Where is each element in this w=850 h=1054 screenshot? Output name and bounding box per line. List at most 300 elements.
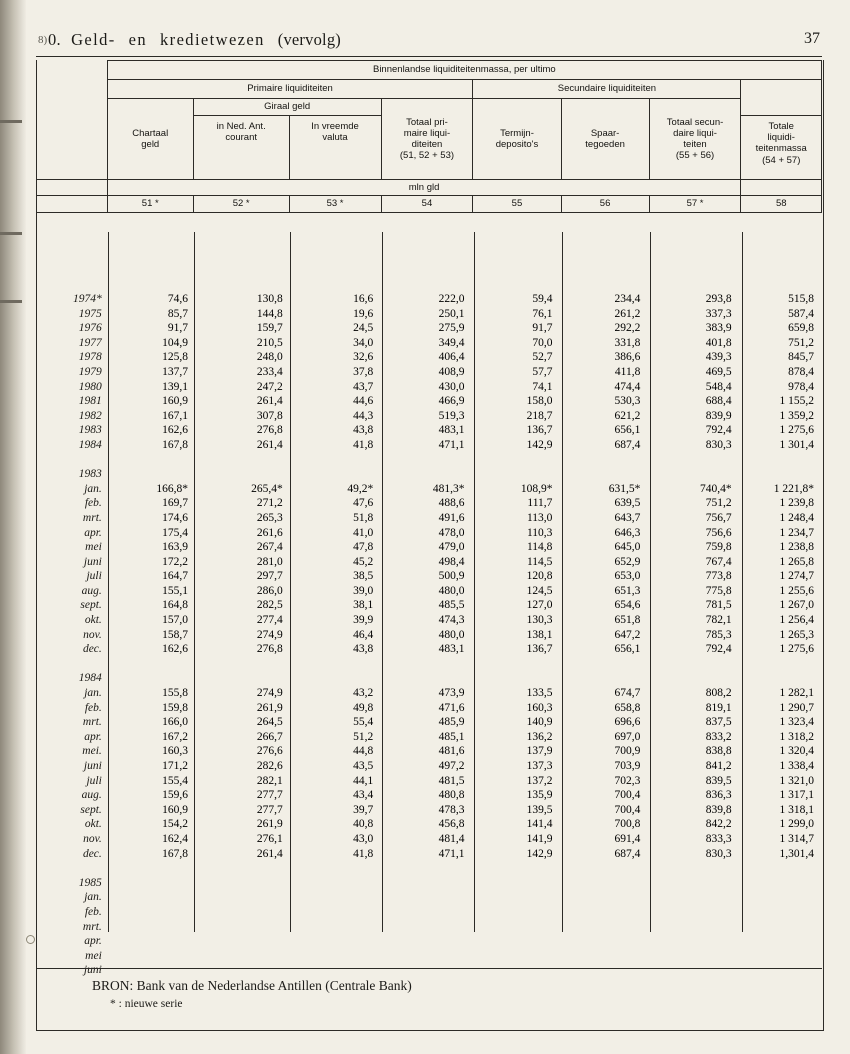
cell-52: 130,8 — [256, 293, 283, 305]
cell-55: 124,5 — [526, 584, 553, 597]
cell-55 — [473, 949, 561, 964]
cell-52: 282,6 — [256, 760, 283, 772]
cell-56: 687,4 — [614, 438, 641, 451]
cell-55 — [473, 963, 561, 978]
row-label: apr. — [84, 935, 102, 948]
cell-57: 775,8 — [705, 584, 732, 597]
cell-51: 166,8* — [156, 482, 188, 495]
table-row — [36, 788, 822, 803]
row-label: mrt. — [82, 920, 102, 933]
table-row — [36, 307, 822, 322]
cell-53: 44,8 — [353, 745, 374, 758]
header-col58-line4: (54 + 57) — [762, 154, 801, 166]
row-label: aug. — [81, 789, 102, 802]
row-label: jan. — [84, 687, 102, 700]
cell-52: 210,5 — [256, 336, 283, 349]
cell-56: 654,6 — [614, 599, 641, 612]
cell-56: 234,4 — [614, 293, 641, 305]
title-word-1: Geld- — [71, 30, 116, 49]
table-row — [36, 350, 822, 365]
cell-57: 773,8 — [705, 570, 732, 583]
cell-53 — [291, 949, 382, 964]
cell-53: 24,5 — [353, 322, 374, 335]
cell-58: 1 318,2 — [779, 730, 814, 743]
cell-58: 1 299,0 — [779, 818, 814, 831]
cell-53: 44,6 — [353, 395, 374, 408]
table-row — [36, 584, 822, 599]
cell-58 — [740, 949, 822, 964]
cell-55: 113,0 — [526, 511, 553, 524]
header-code-blank — [36, 196, 107, 213]
header-col-chartaal — [107, 99, 193, 180]
cell-58: 1 267,0 — [779, 599, 814, 612]
table-row — [36, 949, 822, 964]
cell-53: 49,8 — [353, 701, 374, 714]
cell-55: 127,0 — [526, 599, 553, 612]
cell-55: 140,9 — [526, 716, 553, 729]
cell-55: 136,2 — [526, 730, 553, 743]
cell-54: 485,1 — [438, 730, 465, 743]
table-row — [36, 934, 822, 949]
cell-57: 469,5 — [705, 365, 732, 378]
table-row — [36, 628, 822, 643]
row-label: juni — [83, 964, 102, 977]
cell-52: 265,4* — [251, 482, 283, 495]
cell-53: 40,8 — [353, 818, 374, 831]
header-col56-line1: Spaar- — [590, 127, 620, 139]
table-row — [36, 511, 822, 526]
cell-51: 158,7 — [162, 628, 188, 641]
cell-52 — [196, 934, 291, 949]
row-label: sept. — [80, 803, 102, 816]
header-supertitle: Binnenlandse liquiditeitenmassa, per ultimo — [107, 61, 821, 80]
header-col53-line2: valuta — [322, 132, 348, 144]
cell-58 — [740, 920, 822, 935]
table-row — [36, 409, 822, 424]
cell-54: 473,9 — [438, 687, 465, 700]
cell-55: 160,3 — [526, 701, 553, 714]
cell-56 — [560, 920, 648, 935]
year-heading-row — [36, 467, 822, 482]
cell-51: 164,7 — [162, 570, 188, 583]
header-col52-line2: courant — [225, 132, 257, 144]
cell-58: 1 238,8 — [779, 541, 814, 554]
cell-55 — [473, 905, 561, 920]
cell-54: 481,3* — [432, 482, 465, 495]
cell-57 — [648, 949, 739, 964]
row-label: jan. — [84, 891, 102, 904]
page-number: 37 — [804, 30, 820, 47]
cell-51: 155,4 — [162, 774, 188, 787]
cell-56: 261,2 — [614, 307, 641, 320]
cell-55: 141,9 — [526, 832, 553, 845]
header-col56-line2: tegoeden — [585, 139, 625, 150]
table-row — [36, 832, 822, 847]
cell-58: 1 314,7 — [779, 832, 814, 845]
cell-51: 159,8 — [162, 701, 188, 714]
header-code-57: 57 * — [649, 196, 741, 213]
table-row — [36, 817, 822, 832]
cell-55: 141,4 — [526, 818, 553, 831]
cell-55: 137,2 — [526, 774, 553, 787]
cell-52: 248,0 — [256, 351, 283, 364]
header-col-ned-ant-courant — [193, 116, 289, 180]
cell-55: 142,9 — [526, 847, 553, 860]
cell-57: 767,4 — [705, 555, 732, 568]
row-label: okt. — [84, 818, 102, 831]
cell-57: 751,2 — [705, 497, 732, 510]
cell-55: 59,4 — [532, 293, 553, 305]
table-row — [36, 905, 822, 920]
cell-55 — [473, 671, 561, 686]
cell-54 — [381, 671, 472, 686]
cell-56: 651,3 — [614, 584, 641, 597]
header-col57-line4: (55 + 56) — [675, 150, 715, 162]
table-row — [36, 526, 822, 541]
cell-51 — [110, 963, 196, 978]
cell-52 — [196, 890, 291, 905]
cell-57: 837,5 — [705, 716, 732, 729]
cell-53: 43,2 — [353, 687, 374, 700]
cell-53: 55,4 — [353, 716, 374, 729]
cell-52: 276,8 — [256, 424, 283, 437]
cell-56: 651,8 — [614, 614, 641, 627]
header-col58-spacer — [741, 80, 822, 116]
header-blank-corner-5 — [36, 180, 107, 196]
chapter-number: 0. — [48, 30, 61, 49]
table-row — [36, 569, 822, 584]
row-label: juni — [83, 760, 102, 772]
cell-55: 57,7 — [532, 365, 553, 378]
row-spacer — [36, 453, 822, 468]
table-row — [36, 438, 822, 453]
cell-58: 1 318,1 — [779, 803, 814, 816]
cell-55: 138,1 — [526, 628, 553, 641]
cell-56: 645,0 — [614, 541, 641, 554]
cell-52 — [196, 467, 291, 482]
cell-57: 830,3 — [705, 847, 732, 860]
cell-53 — [291, 905, 382, 920]
table-row — [36, 598, 822, 613]
cell-58: 878,4 — [788, 365, 814, 378]
row-label: mrt. — [82, 716, 102, 729]
cell-52: 261,4 — [256, 438, 283, 451]
cell-54: 275,9 — [438, 322, 465, 335]
cell-51: 164,8 — [162, 599, 188, 612]
row-label: mei — [85, 541, 102, 554]
cell-54: 481,6 — [438, 745, 465, 758]
cell-54 — [381, 920, 472, 935]
cell-52: 266,7 — [256, 730, 283, 743]
column-header-table — [36, 60, 822, 213]
cell-56 — [560, 934, 648, 949]
cell-55: 74,1 — [532, 380, 553, 393]
cell-56 — [560, 890, 648, 905]
cell-57: 839,9 — [705, 409, 732, 422]
table-row — [36, 847, 822, 862]
cell-55: 108,9* — [520, 482, 553, 495]
cell-52: 264,5 — [256, 716, 283, 729]
cell-55: 114,8 — [526, 541, 553, 554]
cell-53 — [291, 671, 382, 686]
cell-58: 587,4 — [788, 307, 814, 320]
row-label: 1980 — [78, 380, 102, 393]
cell-53: 51,8 — [353, 511, 374, 524]
cell-52: 274,9 — [256, 687, 283, 700]
cell-56 — [560, 905, 648, 920]
row-label: juli — [86, 774, 102, 787]
header-col53-line1: In vreemde — [311, 121, 359, 132]
cell-57: 838,8 — [705, 745, 732, 758]
cell-53: 41,8 — [353, 847, 374, 860]
cell-54: 471,1 — [438, 847, 465, 860]
cell-55: 70,0 — [532, 336, 553, 349]
row-label: feb. — [84, 497, 102, 510]
cell-55: 137,9 — [526, 745, 553, 758]
title-word-2: en — [128, 30, 148, 49]
cell-52: 277,7 — [256, 789, 283, 802]
table-row — [36, 642, 822, 657]
corner-mark: 8) — [38, 34, 48, 46]
cell-58: 1 317,1 — [779, 789, 814, 802]
cell-58: 751,2 — [788, 336, 814, 349]
cell-51: 175,4 — [162, 526, 188, 539]
header-col54-line1: Totaal pri- — [406, 116, 448, 128]
cell-51: 174,6 — [162, 511, 188, 524]
cell-51 — [110, 949, 196, 964]
cell-54: 497,2 — [438, 760, 465, 772]
cell-53 — [291, 963, 382, 978]
cell-53: 39,9 — [353, 614, 374, 627]
header-col54-line3: diteiten — [411, 139, 443, 150]
cell-55: 142,9 — [526, 438, 553, 451]
header-col-totaal-primair — [381, 99, 473, 180]
cell-58: 1 275,6 — [779, 424, 814, 437]
cell-56: 656,1 — [614, 424, 641, 437]
cell-52: 297,7 — [256, 570, 283, 583]
cell-51 — [110, 890, 196, 905]
cell-54: 408,9 — [438, 365, 465, 378]
cell-58: 1 282,1 — [779, 687, 814, 700]
cell-54: 456,8 — [438, 818, 465, 831]
header-col-vreemde-valuta — [289, 116, 381, 180]
cell-55: 120,8 — [526, 570, 553, 583]
header-blank-corner-2 — [36, 80, 107, 99]
table-header-block — [36, 60, 822, 213]
cell-51: 85,7 — [167, 307, 188, 320]
cell-58 — [740, 963, 822, 978]
cell-57: 383,9 — [705, 322, 732, 335]
header-group-secondary: Secundaire liquiditeiten — [473, 80, 741, 99]
cell-57 — [648, 890, 739, 905]
cell-54: 483,1 — [438, 424, 465, 437]
cell-53: 46,4 — [353, 628, 374, 641]
cell-52: 261,6 — [256, 526, 283, 539]
cell-53: 32,6 — [353, 351, 374, 364]
cell-54: 349,4 — [438, 336, 465, 349]
table-row — [36, 321, 822, 336]
cell-53: 37,8 — [353, 365, 374, 378]
cell-54: 491,6 — [438, 511, 465, 524]
source-note: BRON: Bank van de Nederlandse Antillen (Centrale Bank) — [92, 978, 412, 993]
cell-52: 265,3 — [256, 511, 283, 524]
row-label: apr. — [84, 526, 102, 539]
table-body — [36, 292, 822, 977]
cell-53: 38,1 — [353, 599, 374, 612]
cell-57 — [648, 876, 739, 891]
cell-57: 819,1 — [705, 701, 732, 714]
cell-53: 43,8 — [353, 643, 374, 656]
cell-58 — [740, 876, 822, 891]
row-label: feb. — [84, 701, 102, 714]
cell-56: 639,5 — [614, 497, 641, 510]
cell-53: 34,0 — [353, 336, 374, 349]
cell-55: 136,7 — [526, 424, 553, 437]
cell-56: 631,5* — [608, 482, 641, 495]
cell-58: 978,4 — [788, 380, 814, 393]
cell-58 — [740, 467, 822, 482]
header-col54-line4: (51, 52 + 53) — [399, 150, 455, 162]
cell-53: 39,0 — [353, 584, 374, 597]
cell-51: 159,6 — [162, 789, 188, 802]
row-label: aug. — [81, 584, 102, 597]
footnote-new-series: * : nieuwe serie — [110, 998, 183, 1010]
cell-58: 659,8 — [788, 322, 814, 335]
cell-56: 331,8 — [614, 336, 641, 349]
cell-57: 836,3 — [705, 789, 732, 802]
row-label: 1984 — [78, 672, 102, 685]
table-row — [36, 744, 822, 759]
cell-55: 136,7 — [526, 643, 553, 656]
header-code-55: 55 — [473, 196, 561, 213]
row-label: nov. — [83, 628, 102, 641]
table-row — [36, 540, 822, 555]
cell-55 — [473, 876, 561, 891]
row-label: juni — [83, 555, 102, 568]
cell-58: 1 320,4 — [779, 745, 814, 758]
cell-51: 171,2 — [162, 760, 188, 772]
cell-53 — [291, 934, 382, 949]
cell-54: 481,4 — [438, 832, 465, 845]
cell-51: 162,6 — [162, 424, 188, 437]
cell-54: 478,0 — [438, 526, 465, 539]
cell-51 — [110, 467, 196, 482]
cell-56: 700,4 — [614, 803, 641, 816]
row-label: juli — [86, 570, 102, 583]
table-row — [36, 496, 822, 511]
cell-56: 530,3 — [614, 395, 641, 408]
row-label: mei — [85, 949, 102, 962]
cell-57: 293,8 — [705, 293, 732, 305]
cell-58: 1 275,6 — [779, 643, 814, 656]
cell-51: 167,8 — [162, 847, 188, 860]
cell-57: 688,4 — [705, 395, 732, 408]
table-row — [36, 963, 822, 978]
cell-53: 47,8 — [353, 541, 374, 554]
cell-58: 845,7 — [788, 351, 814, 364]
table-row — [36, 613, 822, 628]
cell-52: 277,4 — [256, 614, 283, 627]
table-row — [36, 715, 822, 730]
cell-53: 41,8 — [353, 438, 374, 451]
cell-54: 474,3 — [438, 614, 465, 627]
header-col52-line1: in Ned. Ant. — [216, 121, 266, 132]
title-word-3: kredietwezen — [160, 30, 265, 49]
cell-57 — [648, 671, 739, 686]
cell-54: 480,0 — [438, 584, 465, 597]
header-group-giraal: Giraal geld — [193, 99, 381, 116]
cell-58: 1 274,7 — [779, 570, 814, 583]
cell-56: 700,4 — [614, 789, 641, 802]
header-units-blank — [741, 180, 822, 196]
binding-dot — [26, 935, 35, 944]
cell-57: 756,7 — [705, 511, 732, 524]
header-col57-line3: teiten — [683, 139, 707, 150]
row-label: 1981 — [78, 395, 102, 408]
cell-51: 91,7 — [167, 322, 188, 335]
cell-51: 166,0 — [162, 716, 188, 729]
cell-57 — [648, 905, 739, 920]
cell-57 — [648, 934, 739, 949]
header-group-primary: Primaire liquiditeiten — [107, 80, 473, 99]
cell-53: 39,7 — [353, 803, 374, 816]
header-blank-corner — [36, 61, 107, 80]
cell-51: 155,8 — [162, 687, 188, 700]
cell-54: 471,6 — [438, 701, 465, 714]
cell-56 — [560, 876, 648, 891]
cell-54: 471,1 — [438, 438, 465, 451]
row-label: 1974* — [73, 293, 102, 305]
cell-58: 1 301,4 — [779, 438, 814, 451]
row-label: okt. — [84, 614, 102, 627]
cell-57: 792,4 — [705, 424, 732, 437]
cell-58 — [740, 671, 822, 686]
row-label: sept. — [80, 599, 102, 612]
cell-55: 218,7 — [526, 409, 553, 422]
cell-57: 548,4 — [705, 380, 732, 393]
cell-57: 808,2 — [705, 687, 732, 700]
cell-58: 1 255,6 — [779, 584, 814, 597]
cell-53: 43,7 — [353, 380, 374, 393]
cell-51: 172,2 — [162, 555, 188, 568]
header-code-52: 52 * — [193, 196, 289, 213]
cell-55 — [473, 467, 561, 482]
header-col54-line2: maire liqui- — [403, 127, 451, 139]
row-label: dec. — [82, 643, 102, 656]
cell-56: 700,8 — [614, 818, 641, 831]
row-label: jan. — [84, 482, 102, 495]
cell-54 — [381, 890, 472, 905]
cell-51 — [110, 934, 196, 949]
cell-53: 16,6 — [353, 293, 374, 305]
header-col-termijndeposito — [473, 99, 561, 180]
cell-58: 1 290,7 — [779, 701, 814, 714]
cell-52: 276,8 — [256, 643, 283, 656]
cell-52 — [196, 876, 291, 891]
cell-55: 130,3 — [526, 614, 553, 627]
cell-57: 833,2 — [705, 730, 732, 743]
cell-56: 386,6 — [614, 351, 641, 364]
cell-52: 282,1 — [256, 774, 283, 787]
cell-53: 44,3 — [353, 409, 374, 422]
header-blank-corner-3 — [36, 99, 107, 116]
cell-57: 792,4 — [705, 643, 732, 656]
cell-53 — [291, 876, 382, 891]
table-row — [36, 423, 822, 438]
header-col55-line1: Termijn- — [500, 127, 534, 139]
cell-57 — [648, 467, 739, 482]
header-col-totaal-secundair — [649, 99, 741, 180]
